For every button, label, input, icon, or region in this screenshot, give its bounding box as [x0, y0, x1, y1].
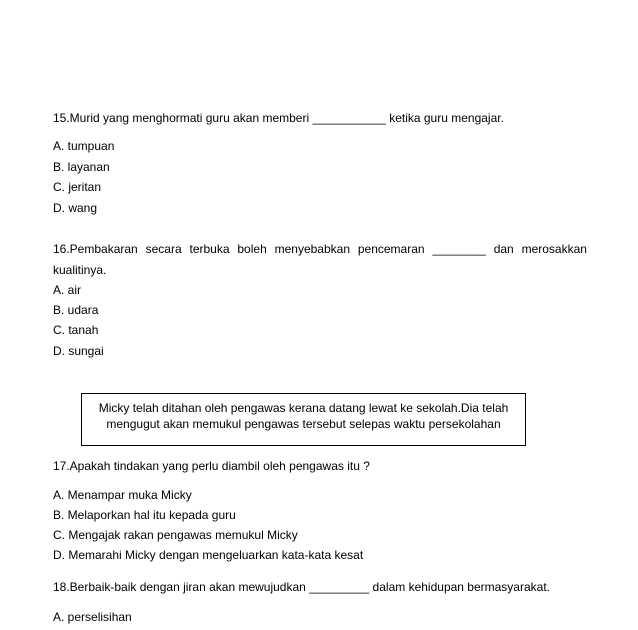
q17-option-b: B. Melaporkan hal itu kepada guru — [53, 508, 236, 522]
q16-option-d: D. sungai — [53, 344, 104, 358]
q16-word: pencemaran — [357, 242, 425, 256]
question-16-continuation: kualitinya. — [53, 263, 107, 277]
q15-option-d: D. wang — [53, 201, 98, 215]
passage-line-2: mengugut akan memukul pengawas tersebut selepas waktu persekolahan — [106, 417, 501, 431]
q16-word: 16.Pembakaran — [53, 242, 138, 256]
q16-word: dan — [493, 242, 514, 256]
q16-word: menyebabkan — [274, 242, 350, 256]
question-17: 17.Apakah tindakan yang perlu diambil oleh pengawas itu ? — [53, 459, 370, 473]
q16-word: secara — [145, 242, 182, 256]
passage-box — [81, 393, 526, 446]
q16-blank: ________ — [432, 242, 486, 256]
passage-line-1: Micky telah ditahan oleh pengawas kerana datang lewat ke sekolah.Dia telah — [98, 401, 509, 415]
question-18: 18.Berbaik-baik dengan jiran akan mewujudkan _________ dalam kehidupan bermasyarakat. — [53, 580, 550, 594]
q17-option-c: C. Mengajak rakan pengawas memukul Micky — [53, 528, 298, 542]
q18-option-a: A. perselisihan — [53, 610, 132, 624]
q15-option-c: C. jeritan — [53, 180, 102, 194]
q15-option-a: A. tumpuan — [53, 139, 115, 153]
q16-option-a: A. air — [53, 283, 82, 297]
q16-option-b: B. udara — [53, 303, 99, 317]
q17-option-a: A. Menampar muka Micky — [53, 488, 192, 502]
q15-option-b: B. layanan — [53, 160, 110, 174]
q16-option-c: C. tanah — [53, 323, 99, 337]
question-16 — [53, 242, 587, 256]
q16-word: boleh — [237, 242, 267, 256]
q16-word: merosakkan — [521, 242, 587, 256]
q16-word: terbuka — [189, 242, 230, 256]
question-15: 15.Murid yang menghormati guru akan memberi ___________ ketika guru mengajar. — [53, 111, 504, 125]
q17-option-d: D. Memarahi Micky dengan mengeluarkan kata-kata kesat — [53, 548, 364, 562]
